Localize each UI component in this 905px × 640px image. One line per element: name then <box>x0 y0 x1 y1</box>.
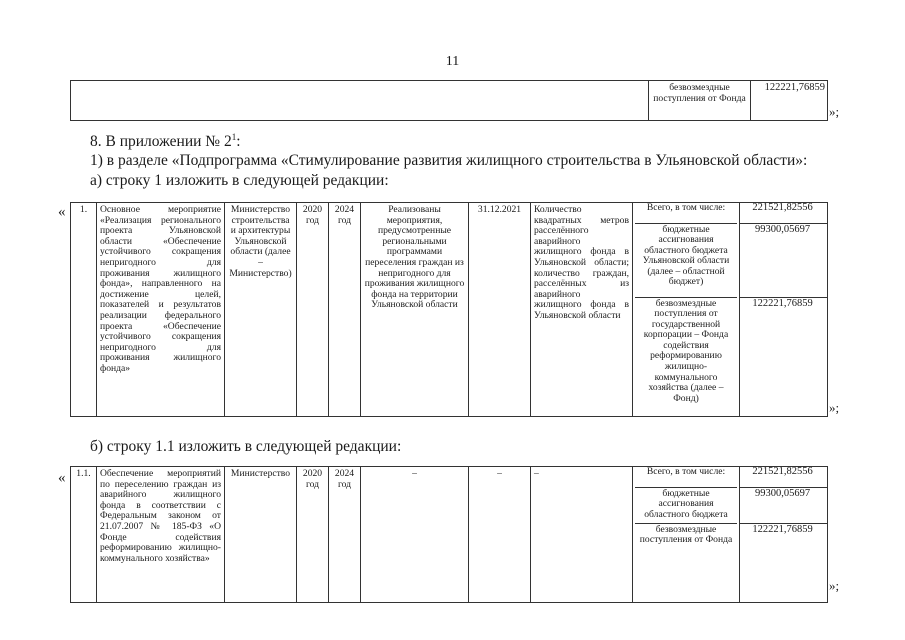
table1-row-number: 1. <box>71 203 97 417</box>
table2-sources <box>633 467 740 603</box>
table1-value-fund: 122221,76859 <box>740 297 827 413</box>
table2-row <box>71 467 828 603</box>
table1-open-quote: « <box>58 204 66 220</box>
section-heading <box>90 132 241 151</box>
top-table-value: 122221,76859 <box>751 81 828 121</box>
table1 <box>70 202 828 417</box>
table2-value-fund: 122221,76859 <box>740 523 827 599</box>
table1-value-regional: 99300,05697 <box>740 223 827 297</box>
table1-executor: Министерство строительства и архитектуры Ульяновской области (далее – Министерство) <box>225 203 297 417</box>
top-table-empty-cell <box>71 81 649 121</box>
table1-source-fund-label: безвозмездные поступления от государственной корпорации – Фонда содействия реформированию жилищно-коммунального хозяйства (далее – Фонд) <box>635 297 737 413</box>
table2-open-quote: « <box>58 470 66 486</box>
table2-value-total: 221521,82556 <box>752 467 813 477</box>
table2-start-year: 2020 год <box>297 467 329 603</box>
table2-name: Обеспечение мероприятий по переселению граждан из аварийного жилищного фонда в соответствии с Федеральным законом от 21.07.2007 № 185-ФЗ «О Фонде содействия реформированию жилищно-коммунального хозяйства» <box>97 467 225 603</box>
page-number: 11 <box>445 54 460 69</box>
table2-end-year: 2024 год <box>329 467 361 603</box>
table1-values <box>740 203 828 417</box>
table2-executor: Министерство <box>225 467 297 603</box>
table2-result: – <box>361 467 469 603</box>
table2-values <box>740 467 828 603</box>
item-a-text: а) строку 1 изложить в следующей редакции: <box>90 172 389 189</box>
table1-value-total: 221521,82556 <box>752 203 813 213</box>
top-table <box>70 80 828 121</box>
table2-closing: »; <box>829 578 840 593</box>
top-table-source-label: безвозмездные поступления от Фонда <box>649 81 751 121</box>
table1-source-regional-label: бюджетные ассигнования областного бюджета Ульяновской области (далее – областной бюджет) <box>635 223 737 297</box>
table2-date: – <box>469 467 531 603</box>
item-b-text: б) строку 1.1 изложить в следующей редакции: <box>90 438 402 455</box>
table1-sources <box>633 203 740 417</box>
subsection-text: 1) в разделе «Подпрограмма «Стимулирование развития жилищного строительства в Ульяновской области»: <box>90 152 808 169</box>
table2-source-fund-label: безвозмездные поступления от Фонда <box>635 523 737 599</box>
table1-name: Основное мероприятие «Реализация регионального проекта Ульяновской области «Обеспечение устойчивого сокращения непригодного для проживания жилищного фонда», направленного на достижение целей, показателей и результатов реализации федерального проекта «Обеспечение устойчивого сокращения непригодного для проживания жилищного фонда» <box>97 203 225 417</box>
table2-source-regional-label: бюджетные ассигнования областного бюджета <box>635 487 737 523</box>
table1-source-total-label: Всего, в том числе: <box>646 203 726 213</box>
table1-row <box>71 203 828 417</box>
section-heading-sup: 1 <box>231 132 237 142</box>
table1-end-year: 2024 год <box>329 203 361 417</box>
top-table-closing: »; <box>829 104 840 119</box>
table2-indicator: – <box>531 467 633 603</box>
table2 <box>70 466 828 603</box>
table1-closing: »; <box>829 400 840 415</box>
table2-row-number: 1.1. <box>71 467 97 603</box>
table1-result: Реализованы мероприятия, предусмотренные региональными программами переселения граждан из непригодного для проживания жилищного фонда на территории Ульяновской области <box>361 203 469 417</box>
section-heading-end: : <box>236 133 241 151</box>
table2-value-regional: 99300,05697 <box>740 487 827 523</box>
table1-start-year: 2020 год <box>297 203 329 417</box>
table2-source-total-label: Всего, в том числе: <box>646 467 726 477</box>
section-heading-text: 8. В приложении № 2 <box>90 133 232 151</box>
table1-date: 31.12.2021 <box>469 203 531 417</box>
table1-indicator: Количество квадратных метров расселённого аварийного жилищного фонда в Ульяновской области; количество граждан, расселённых из аварийного жилищного фонда в Ульяновской области <box>531 203 633 417</box>
